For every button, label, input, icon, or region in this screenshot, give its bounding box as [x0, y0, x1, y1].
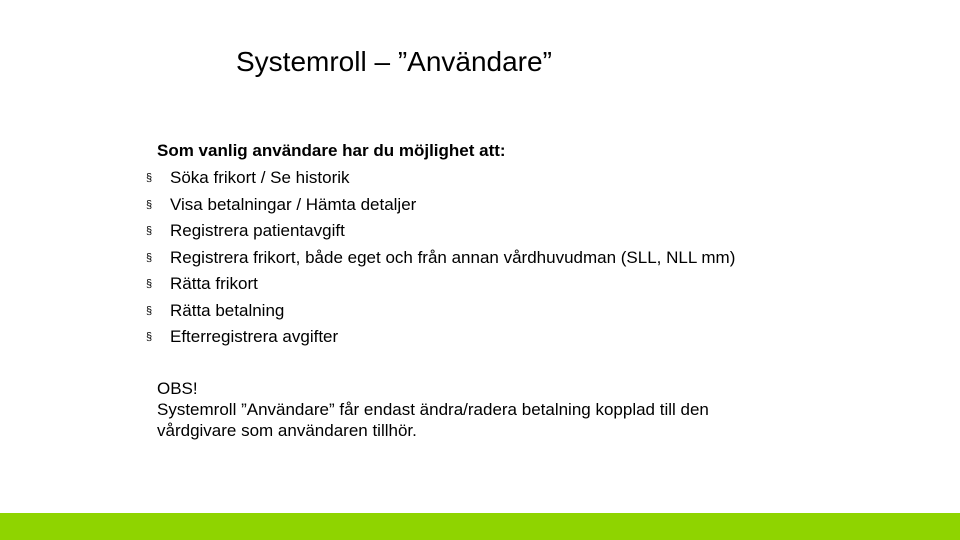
- list-item-text: Visa betalningar / Hämta detaljer: [170, 194, 417, 214]
- note-block: [157, 378, 709, 441]
- list-item: [146, 165, 735, 192]
- list-item-text: Registrera frikort, både eget och från annan vårdhuvudman (SLL, NLL mm): [170, 247, 736, 267]
- list-item-text: Rätta frikort: [170, 274, 258, 293]
- note-heading: OBS!: [157, 379, 198, 398]
- bullet-icon: §: [146, 251, 153, 264]
- bullet-icon: §: [146, 278, 153, 290]
- note-line-2: vårdgivare som användaren tillhör.: [157, 421, 417, 440]
- list-item-text: Efterregistrera avgifter: [170, 327, 339, 346]
- bullet-icon: §: [146, 198, 153, 211]
- intro-text: Som vanlig användare har du möjlighet att:: [157, 141, 506, 160]
- list-item-text: Rätta betalning: [170, 300, 285, 320]
- slide-title: Systemroll – ”Användare”: [236, 46, 552, 77]
- list-item: [146, 298, 735, 325]
- accent-footer-bar: [0, 513, 960, 540]
- bullet-icon: §: [146, 304, 153, 317]
- list-item: [146, 192, 735, 219]
- bullet-list: [146, 165, 735, 351]
- list-item: [146, 218, 735, 245]
- list-item-text: Registrera patientavgift: [170, 221, 345, 240]
- list-item: [146, 324, 735, 351]
- list-item: [146, 245, 735, 272]
- bullet-icon: §: [146, 225, 153, 237]
- list-item-text: Söka frikort / Se historik: [170, 168, 350, 187]
- bullet-icon: §: [146, 331, 153, 343]
- note-line-1: Systemroll ”Användare” får endast ändra/radera betalning kopplad till den: [157, 400, 709, 419]
- list-item: [146, 271, 735, 298]
- bullet-icon: §: [146, 172, 153, 184]
